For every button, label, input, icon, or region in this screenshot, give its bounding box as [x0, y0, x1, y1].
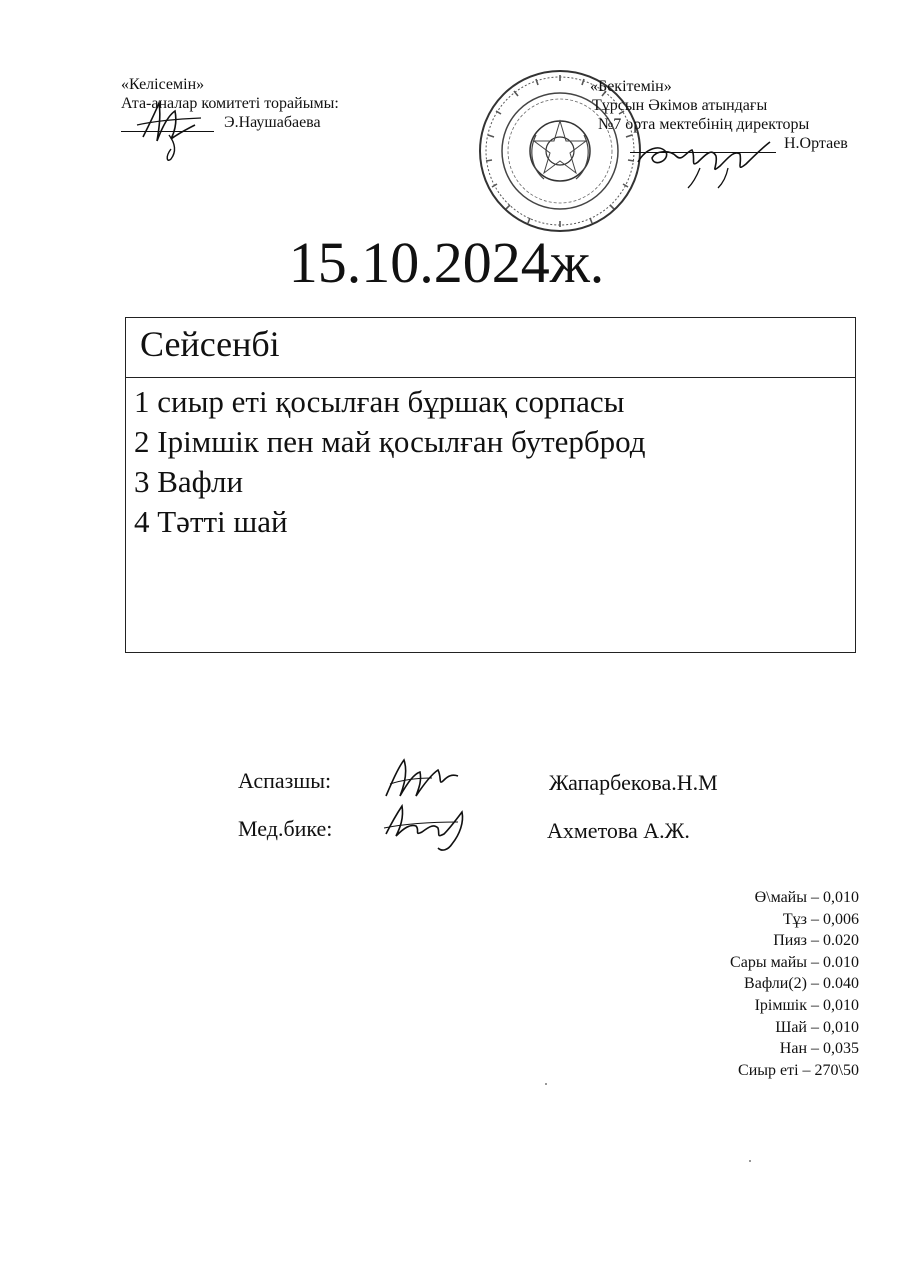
ingredient-line: Тұз – 0,006 — [782, 910, 859, 928]
ingredient-line: Нан – 0,035 — [779, 1040, 859, 1058]
left-approval-title: «Келісемін» — [121, 76, 205, 93]
nurse-signature — [380, 800, 474, 856]
menu-table — [125, 317, 856, 653]
ingredient-line: Пияз – 0.020 — [773, 932, 859, 950]
scan-speck — [545, 1083, 547, 1085]
menu-item: 1 сиыр еті қосылған бұршақ сорпасы — [134, 384, 625, 419]
right-approval-title: «Бекітемін» — [590, 78, 672, 95]
day-header: Сейсенбі — [126, 318, 855, 378]
ingredient-line: Сиыр еті – 270\50 — [738, 1061, 859, 1079]
ingredient-line: Шай – 0,010 — [775, 1018, 859, 1036]
menu-item: 4 Тәтті шай — [134, 504, 288, 539]
ingredient-line: Сары майы – 0.010 — [730, 953, 859, 971]
menu-item: 3 Вафли — [134, 464, 244, 499]
cook-label: Аспазшы: — [238, 768, 332, 793]
ingredients-list — [730, 887, 859, 1081]
right-approval-school-line1: Тұрсын Әкімов атындағы — [592, 97, 768, 114]
menu-date: 15.10.2024ж. — [288, 230, 605, 295]
left-approval-position: Ата-аналар комитеті торайымы: — [121, 95, 339, 112]
cook-name: Жапарбекова.Н.М — [549, 770, 718, 795]
menu-list — [126, 378, 855, 542]
cook-signature — [382, 752, 462, 802]
nurse-name: Ахметова А.Ж. — [547, 818, 690, 843]
scan-speck — [749, 1160, 751, 1162]
menu-item: 2 Ірімшік пен май қосылған бутерброд — [134, 424, 646, 459]
right-approval-name: Н.Ортаев — [784, 135, 848, 152]
director-signature — [630, 128, 780, 190]
left-approval-name: Э.Наушабаева — [224, 114, 321, 131]
nurse-label: Мед.бике: — [238, 816, 333, 841]
right-approval-school-line2: №7 орта мектебінің директоры — [598, 116, 810, 133]
ingredient-line: Вафли(2) – 0.040 — [744, 975, 859, 993]
parent-committee-signature — [135, 85, 205, 165]
ingredient-line: Ө\майы – 0,010 — [754, 889, 859, 906]
ingredient-line: Ірімшік – 0,010 — [754, 996, 859, 1014]
